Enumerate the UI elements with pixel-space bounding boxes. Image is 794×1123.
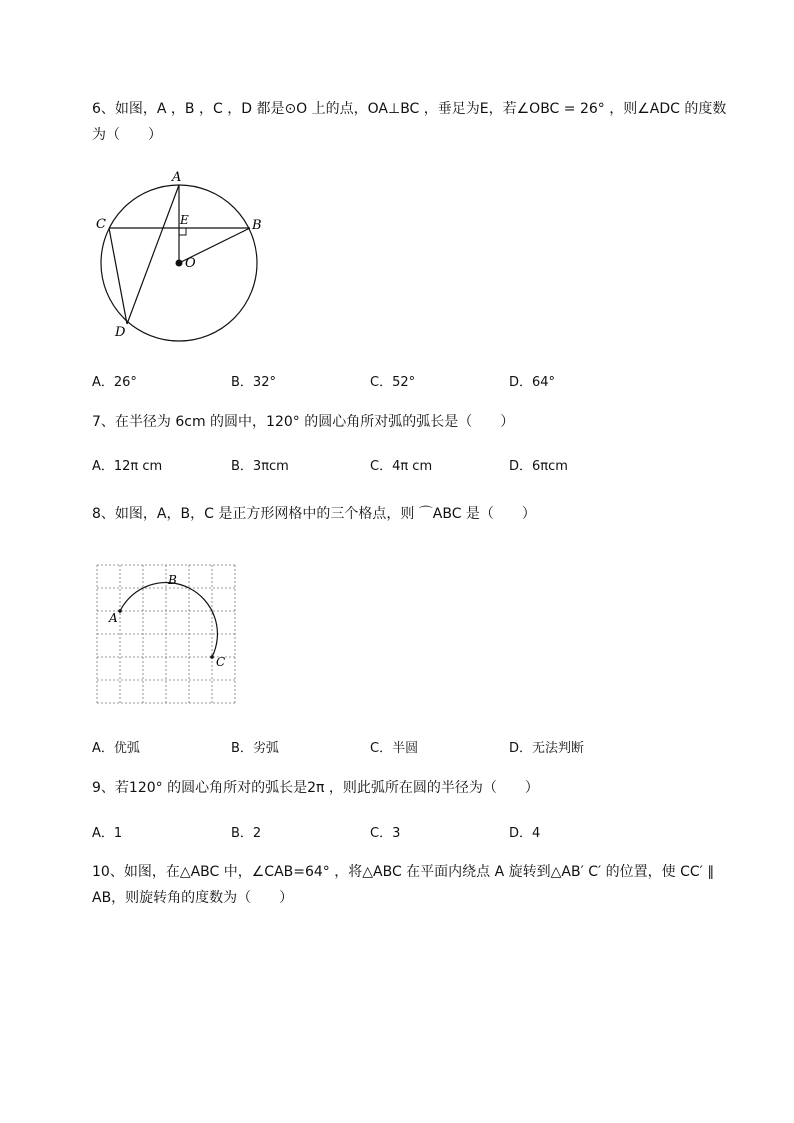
q7-option-a[interactable]: A．12π cm — [92, 459, 163, 474]
q9-option-b[interactable]: B．2 — [231, 826, 262, 841]
q7-option-c[interactable]: C．4π cm — [370, 459, 433, 474]
q8-option-d[interactable]: D．无法判断 — [509, 741, 585, 756]
grid-label-a: A — [109, 611, 118, 625]
question-7-options — [92, 455, 732, 475]
question-9-options — [92, 822, 732, 842]
question-8-text: 8、如图，A，B，C 是正方形网格中的三个格点，则 ⌒ABC 是（ ） — [92, 506, 536, 522]
q8-option-a[interactable]: A．优弧 — [92, 741, 140, 756]
point-label-o: O — [185, 256, 196, 271]
question-6-circle-figure — [92, 166, 272, 346]
point-label-b: B — [252, 218, 262, 233]
point-label-c: C — [96, 217, 106, 232]
question-6-text-cont: 为（ ） — [92, 127, 162, 143]
q6-option-d[interactable]: D．64° — [509, 375, 556, 390]
q9-option-d[interactable]: D．4 — [509, 826, 541, 841]
point-label-e: E — [180, 213, 189, 227]
q8-option-c[interactable]: C．半圆 — [370, 741, 419, 756]
point-label-d: D — [115, 325, 126, 340]
q9-option-c[interactable]: C．3 — [370, 826, 401, 841]
question-6-options — [92, 371, 732, 391]
grid-label-c: C — [216, 655, 226, 669]
q7-option-d[interactable]: D．6πcm — [509, 459, 568, 474]
question-10-text-cont: AB，则旋转角的度数为（ ） — [92, 890, 294, 906]
q7-option-b[interactable]: B．3πcm — [231, 459, 289, 474]
question-7-text: 7、在半径为 6cm 的圆中，120° 的圆心角所对弧的弧长是（ ） — [92, 414, 515, 430]
point-label-a: A — [172, 170, 182, 185]
question-9-text: 9、若120° 的圆心角所对的弧长是2π ，则此弧所在圆的半径为（ ） — [92, 780, 539, 796]
question-10-text: 10、如图，在△ABC 中，∠CAB=64° ，将△ABC 在平面内绕点 A 旋转到△AB′ C′ 的位置，使 CC′ ∥ — [92, 864, 715, 880]
question-6-text: 6、如图，A ，B ，C ，D 都是⊙O 上的点，OA⊥BC ，垂足为E，若∠OBC = 26° ，则∠ADC 的度数 — [92, 101, 727, 117]
question-8-grid-figure — [92, 560, 242, 710]
grid-label-b: B — [168, 573, 177, 587]
q6-option-c[interactable]: C．52° — [370, 375, 416, 390]
q8-option-b[interactable]: B．劣弧 — [231, 741, 279, 756]
q6-option-b[interactable]: B．32° — [231, 375, 276, 390]
question-8-options — [92, 737, 732, 757]
q9-option-a[interactable]: A．1 — [92, 826, 123, 841]
q6-option-a[interactable]: A．26° — [92, 375, 137, 390]
